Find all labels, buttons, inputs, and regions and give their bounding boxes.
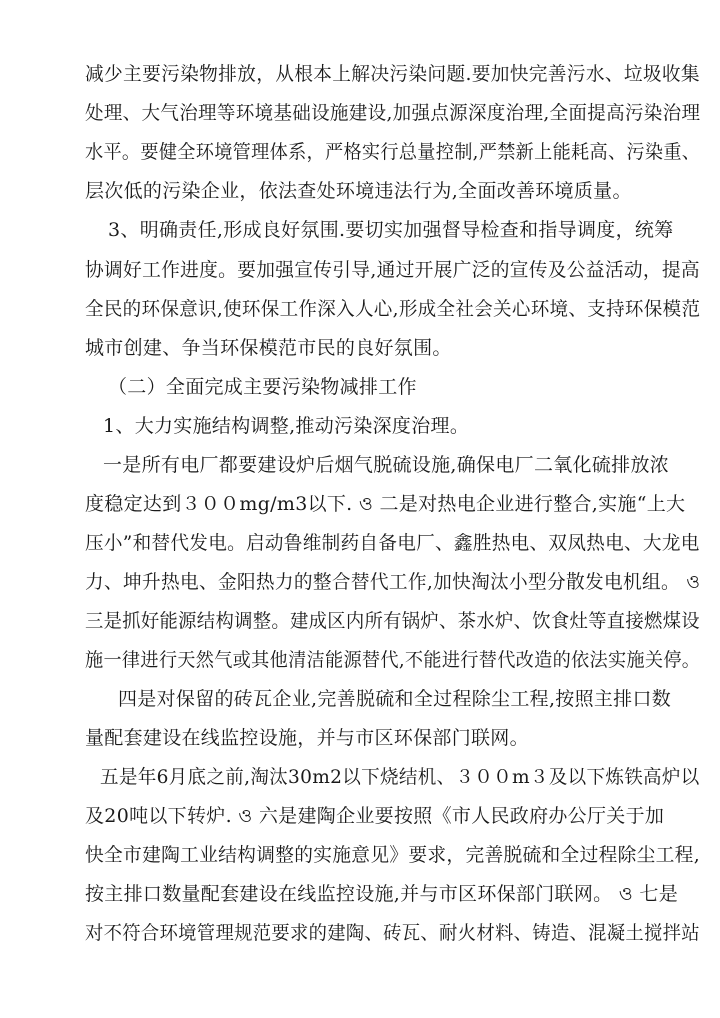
section-heading: （二）全面完成主要污染物减排工作 — [108, 376, 417, 398]
text-line: 层次低的污染企业，依法查处环境违法行为,全面改善环境质量。 — [85, 180, 632, 202]
text-line: 3、明确责任,形成良好氛围.要切实加强督导检查和指导调度，统筹 — [108, 219, 674, 241]
text-line: 四是对保留的砖瓦企业,完善脱硫和全过程除尘工程,按照主排口数 — [118, 688, 672, 710]
text-line: 压小”和替代发电。启动鲁维制药自备电厂、鑫胜热电、双凤热电、大龙电 — [85, 532, 700, 554]
text-line: 水平。要健全环境管理体系，严格实行总量控制,严禁新上能耗高、污染重、 — [85, 141, 701, 163]
text-line: 按主排口数量配套建设在线监控设施,并与市区环保部门联网。 ও 七是 — [85, 883, 679, 905]
text-line: 处理、大气治理等环境基础设施建设,加强点源深度治理,全面提高污染治理 — [85, 102, 701, 124]
text-line: 力、坤升热电、金阳热力的整合替代工作,加快淘汰小型分散发电机组。 ও — [85, 571, 701, 593]
text-line: 施一律进行天然气或其他清洁能源替代,不能进行替代改造的依法实施关停。 — [85, 649, 701, 671]
text-line: 对不符合环境管理规范要求的建陶、砖瓦、耐火材料、铸造、混凝土搅拌站 — [85, 922, 700, 944]
text-line: 全民的环保意识,使环保工作深入人心,形成全社会关心环境、支持环保模范 — [85, 298, 701, 320]
text-line: 1、大力实施结构调整,推动污染深度治理。 — [103, 415, 470, 437]
text-line: 减少主要污染物排放，从根本上解决污染问题.要加快完善污水、垃圾收集 — [85, 63, 700, 85]
text-line: 三是抓好能源结构调整。建成区内所有锅炉、茶水炉、饮食灶等直接燃煤设 — [85, 610, 700, 632]
text-line: 城市创建、争当环保模范市民的良好氛围。 — [85, 337, 452, 359]
text-line: 五是年6月底之前,淘汰30m2以下烧结机、３００m３及以下炼铁高炉以 — [100, 766, 700, 788]
text-line: 度稳定达到３００mg/m3以下. ও 二是对热电企业进行整合,实施“上大 — [85, 493, 686, 515]
text-line: 量配套建设在线监控设施，并与市区环保部门联网。 — [85, 727, 529, 749]
text-line: 协调好工作进度。要加强宣传引导,通过开展广泛的宣传及公益活动，提高 — [85, 259, 700, 281]
text-line: 一是所有电厂都要建设炉后烟气脱硫设施,确保电厂二氧化硫排放浓 — [103, 454, 670, 476]
text-line: 快全市建陶工业结构调整的实施意见》要求，完善脱硫和全过程除尘工程, — [85, 844, 700, 866]
text-line: 及20吨以下转炉. ও 六是建陶企业要按照《市人民政府办公厅关于加 — [85, 805, 665, 827]
